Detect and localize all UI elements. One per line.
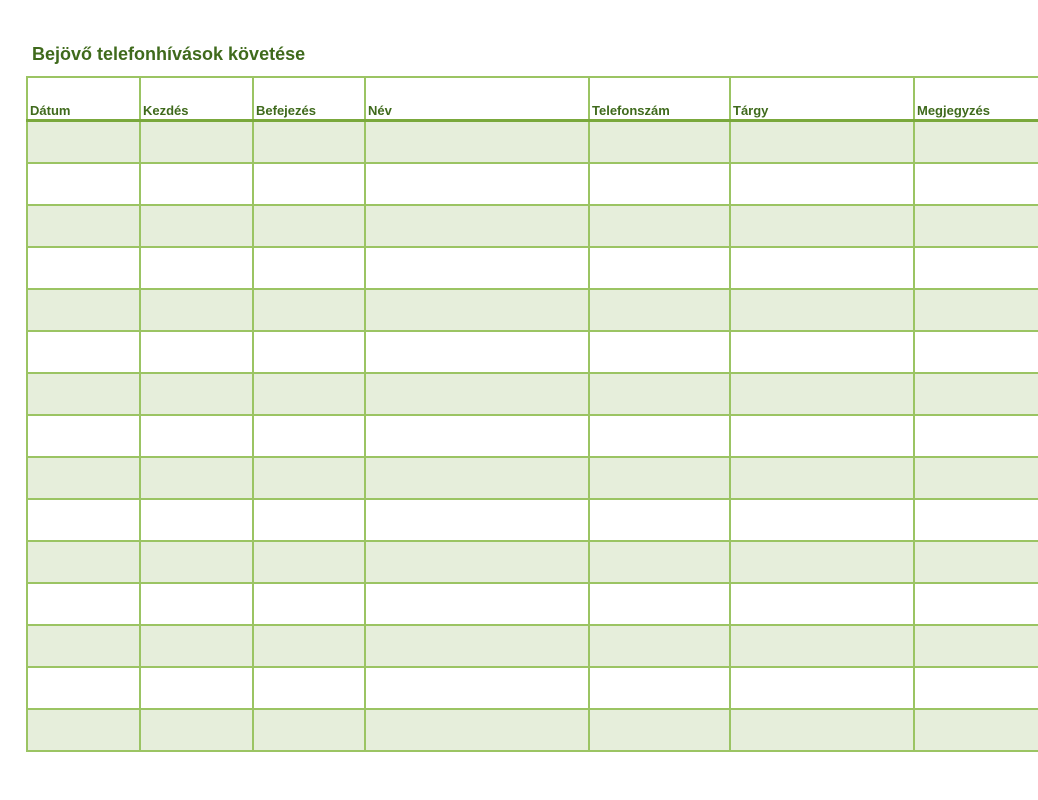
table-cell[interactable] — [730, 415, 914, 457]
table-cell[interactable] — [730, 457, 914, 499]
table-cell[interactable] — [589, 247, 730, 289]
table-cell[interactable] — [27, 373, 140, 415]
table-cell[interactable] — [589, 709, 730, 751]
table-cell[interactable] — [589, 163, 730, 205]
table-cell[interactable] — [140, 709, 253, 751]
table-cell[interactable] — [589, 457, 730, 499]
table-cell[interactable] — [914, 583, 1038, 625]
table-cell[interactable] — [140, 163, 253, 205]
table-cell[interactable] — [730, 499, 914, 541]
table-cell[interactable] — [589, 205, 730, 247]
table-cell[interactable] — [589, 289, 730, 331]
table-cell[interactable] — [914, 205, 1038, 247]
table-cell[interactable] — [140, 499, 253, 541]
table-cell[interactable] — [914, 373, 1038, 415]
table-cell[interactable] — [914, 499, 1038, 541]
table-row — [27, 415, 1038, 457]
table-cell[interactable] — [730, 331, 914, 373]
table-cell[interactable] — [589, 541, 730, 583]
table-cell[interactable] — [730, 709, 914, 751]
table-cell[interactable] — [253, 163, 365, 205]
table-row — [27, 247, 1038, 289]
table-cell[interactable] — [253, 499, 365, 541]
table-cell[interactable] — [365, 331, 589, 373]
table-cell[interactable] — [365, 247, 589, 289]
table-cell[interactable] — [914, 457, 1038, 499]
table-body — [27, 121, 1038, 752]
table-cell[interactable] — [140, 121, 253, 164]
table-cell[interactable] — [365, 457, 589, 499]
table-cell[interactable] — [27, 667, 140, 709]
table-cell[interactable] — [365, 373, 589, 415]
table-cell[interactable] — [253, 121, 365, 164]
table-cell[interactable] — [253, 289, 365, 331]
column-header-nev: Név — [365, 77, 589, 121]
table-cell[interactable] — [253, 205, 365, 247]
table-cell[interactable] — [27, 457, 140, 499]
table-cell[interactable] — [589, 499, 730, 541]
table-cell[interactable] — [365, 289, 589, 331]
column-header-befejezes: Befejezés — [253, 77, 365, 121]
table-cell[interactable] — [730, 667, 914, 709]
table-cell[interactable] — [914, 541, 1038, 583]
column-header-datum: Dátum — [27, 77, 140, 121]
table-cell[interactable] — [730, 289, 914, 331]
column-header-telefonszam: Telefonszám — [589, 77, 730, 121]
header-row — [27, 77, 1038, 121]
table-cell[interactable] — [914, 667, 1038, 709]
table-cell[interactable] — [365, 583, 589, 625]
table-cell[interactable] — [589, 331, 730, 373]
table-cell[interactable] — [253, 373, 365, 415]
column-header-kezdes: Kezdés — [140, 77, 253, 121]
table-cell[interactable] — [140, 247, 253, 289]
table-row — [27, 709, 1038, 751]
table-cell[interactable] — [914, 289, 1038, 331]
table-cell[interactable] — [253, 415, 365, 457]
table-cell[interactable] — [365, 667, 589, 709]
table-cell[interactable] — [27, 541, 140, 583]
table-cell[interactable] — [140, 457, 253, 499]
table-cell[interactable] — [914, 331, 1038, 373]
table-row — [27, 457, 1038, 499]
table-cell[interactable] — [27, 709, 140, 751]
table-cell[interactable] — [365, 499, 589, 541]
table-cell[interactable] — [914, 163, 1038, 205]
table-cell[interactable] — [730, 121, 914, 164]
column-header-megjegyzes: Megjegyzés — [914, 77, 1038, 121]
document-title: Bejövő telefonhívások követése — [32, 44, 306, 64]
table-cell[interactable] — [365, 121, 589, 164]
table-cell[interactable] — [914, 415, 1038, 457]
table-cell[interactable] — [140, 667, 253, 709]
table-cell[interactable] — [27, 289, 140, 331]
table-cell[interactable] — [914, 709, 1038, 751]
table-cell[interactable] — [365, 709, 589, 751]
table-cell[interactable] — [914, 247, 1038, 289]
table-cell[interactable] — [253, 457, 365, 499]
table-row — [27, 583, 1038, 625]
table-cell[interactable] — [589, 373, 730, 415]
table-row — [27, 205, 1038, 247]
table-cell[interactable] — [140, 205, 253, 247]
table-cell[interactable] — [253, 583, 365, 625]
table-cell[interactable] — [253, 625, 365, 667]
table-cell[interactable] — [730, 247, 914, 289]
table-row — [27, 289, 1038, 331]
table-cell[interactable] — [589, 625, 730, 667]
table-cell[interactable] — [140, 541, 253, 583]
table-cell[interactable] — [589, 415, 730, 457]
table-row — [27, 373, 1038, 415]
table-cell[interactable] — [253, 667, 365, 709]
table-cell[interactable] — [140, 373, 253, 415]
table-cell[interactable] — [27, 331, 140, 373]
table-row — [27, 499, 1038, 541]
table-row — [27, 121, 1038, 164]
table-cell[interactable] — [140, 331, 253, 373]
table-cell[interactable] — [589, 121, 730, 164]
table-cell[interactable] — [730, 205, 914, 247]
table-cell[interactable] — [253, 709, 365, 751]
table-cell[interactable] — [730, 541, 914, 583]
table-cell[interactable] — [914, 121, 1038, 164]
table-cell[interactable] — [27, 121, 140, 164]
table-cell[interactable] — [589, 583, 730, 625]
table-cell[interactable] — [914, 625, 1038, 667]
table-cell[interactable] — [27, 499, 140, 541]
table-cell[interactable] — [27, 625, 140, 667]
table-cell[interactable] — [27, 583, 140, 625]
table-cell[interactable] — [253, 541, 365, 583]
table-cell[interactable] — [27, 247, 140, 289]
table-cell[interactable] — [365, 205, 589, 247]
table-cell[interactable] — [365, 415, 589, 457]
table-cell[interactable] — [27, 163, 140, 205]
table-cell[interactable] — [365, 541, 589, 583]
table-cell[interactable] — [140, 625, 253, 667]
table-row — [27, 667, 1038, 709]
table-cell[interactable] — [253, 247, 365, 289]
table-cell[interactable] — [365, 625, 589, 667]
column-header-targy: Tárgy — [730, 77, 914, 121]
table-cell[interactable] — [730, 583, 914, 625]
table-cell[interactable] — [140, 289, 253, 331]
table-cell[interactable] — [365, 163, 589, 205]
table-cell[interactable] — [730, 373, 914, 415]
table-cell[interactable] — [589, 667, 730, 709]
call-log-table — [26, 76, 1038, 752]
table-row — [27, 541, 1038, 583]
table-cell[interactable] — [730, 625, 914, 667]
table-row — [27, 331, 1038, 373]
table-cell[interactable] — [253, 331, 365, 373]
table-row — [27, 625, 1038, 667]
table-cell[interactable] — [730, 163, 914, 205]
table-cell[interactable] — [27, 205, 140, 247]
table-row — [27, 163, 1038, 205]
table-cell[interactable] — [27, 415, 140, 457]
table-cell[interactable] — [140, 583, 253, 625]
table-cell[interactable] — [140, 415, 253, 457]
